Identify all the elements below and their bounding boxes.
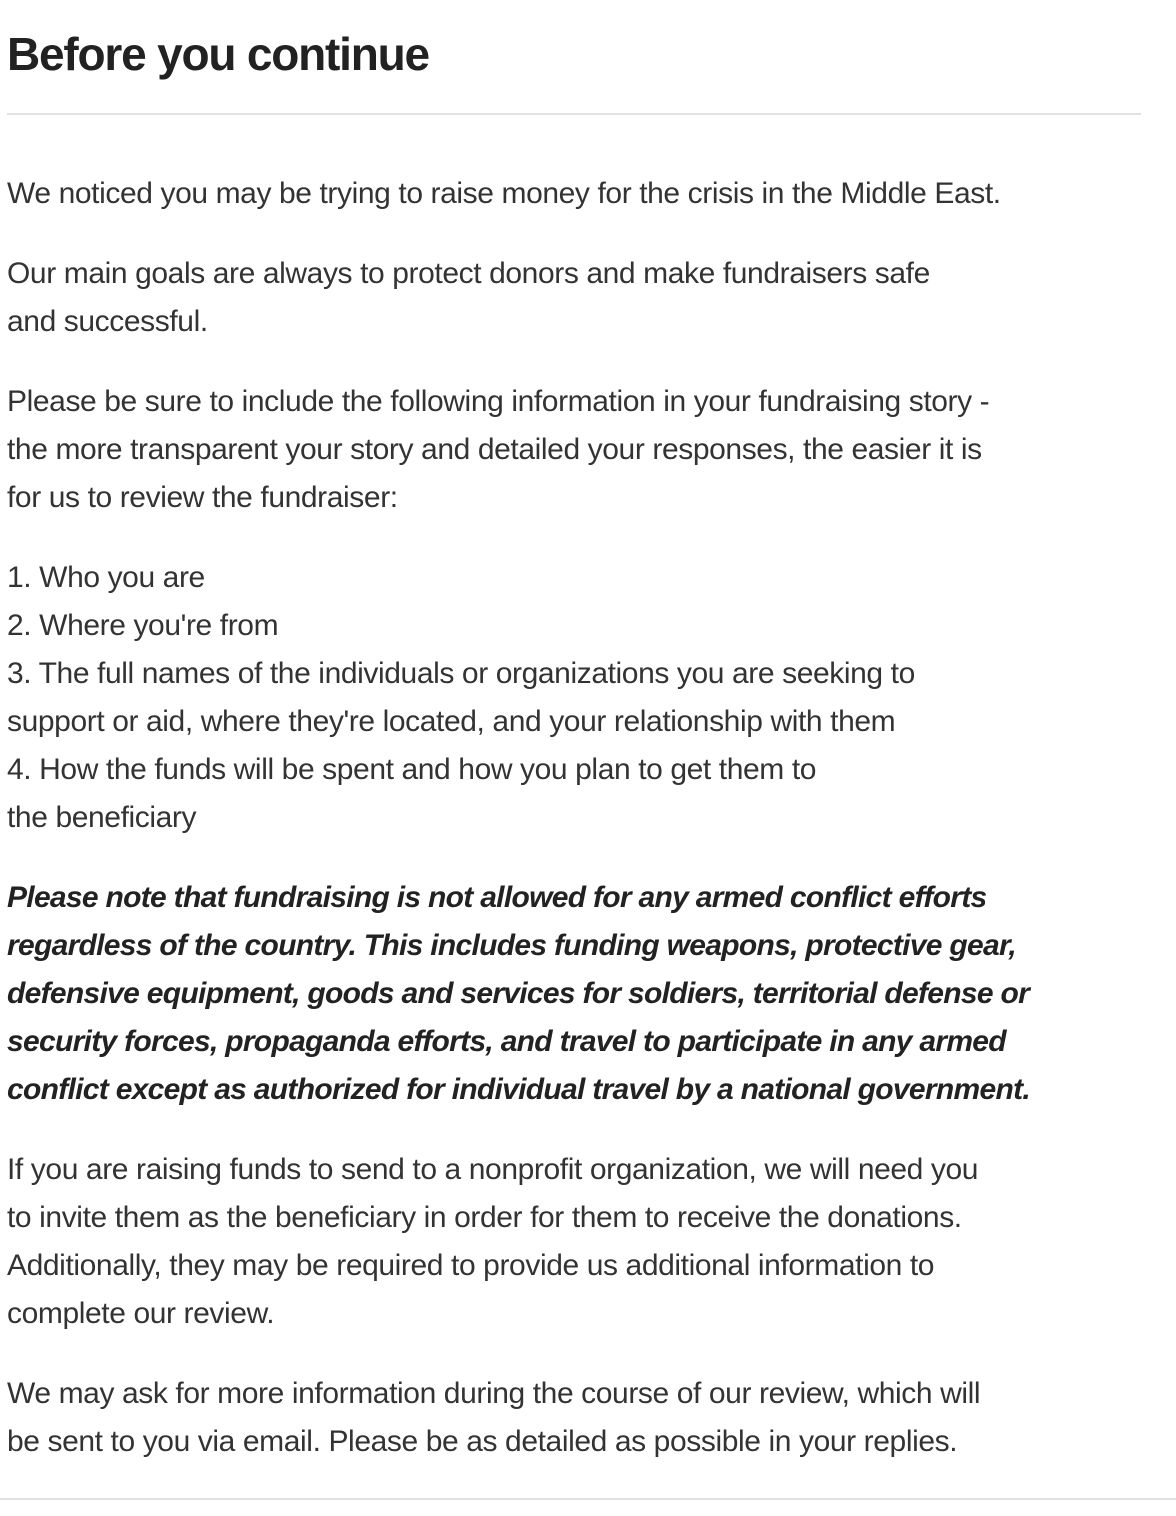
header-divider (7, 113, 1141, 115)
followup-paragraph (7, 1370, 1147, 1466)
instructions-line: the more transparent your story and detailed your responses, the easier it is (7, 433, 982, 466)
list-item-who: 1. Who you are (7, 561, 205, 594)
nonprofit-paragraph (7, 1146, 1147, 1338)
list-item-recipients-continued: support or aid, where they're located, and your relationship with them (7, 705, 896, 738)
list-item-funds-usage-continued: the beneficiary (7, 801, 197, 834)
followup-line: We may ask for more information during the course of our review, which will (7, 1377, 981, 1410)
notice-line: security forces, propaganda efforts, and travel to participate in any armed (7, 1025, 1006, 1058)
instructions-paragraph (7, 378, 1147, 522)
list-item-funds-usage: 4. How the funds will be spent and how you plan to get them to (7, 753, 817, 786)
notice-line: conflict except as authorized for individual travel by a national government. (7, 1073, 1030, 1106)
instructions-line: Please be sure to include the following information in your fundraising story - (7, 385, 990, 418)
requirements-list (7, 554, 1147, 842)
nonprofit-line: to invite them as the beneficiary in order for them to receive the donations. (7, 1201, 962, 1234)
goals-paragraph (7, 250, 1147, 346)
nonprofit-line: If you are raising funds to send to a nonprofit organization, we will need you (7, 1153, 979, 1186)
dialog-body (7, 170, 1147, 1498)
armed-conflict-notice (7, 874, 1147, 1114)
instructions-line: for us to review the fundraiser: (7, 481, 398, 514)
list-item-recipients: 3. The full names of the individuals or organizations you are seeking to (7, 657, 915, 690)
nonprofit-line: Additionally, they may be required to provide us additional information to (7, 1249, 935, 1282)
notice-line: defensive equipment, goods and services for soldiers, territorial defense or (7, 977, 1030, 1010)
notice-line: regardless of the country. This includes funding weapons, protective gear, (7, 929, 1016, 962)
goals-line: Our main goals are always to protect donors and make fundraisers safe (7, 257, 930, 290)
intro-paragraph (7, 170, 1147, 218)
notice-line: Please note that fundraising is not allowed for any armed conflict efforts (7, 881, 987, 914)
dialog-title: Before you continue (7, 28, 429, 80)
footer-divider (0, 1498, 1176, 1500)
followup-line: be sent to you via email. Please be as detailed as possible in your replies. (7, 1425, 958, 1458)
intro-text: We noticed you may be trying to raise money for the crisis in the Middle East. (7, 177, 1001, 210)
list-item-where: 2. Where you're from (7, 609, 279, 642)
nonprofit-line: complete our review. (7, 1297, 275, 1330)
goals-line: and successful. (7, 305, 208, 338)
